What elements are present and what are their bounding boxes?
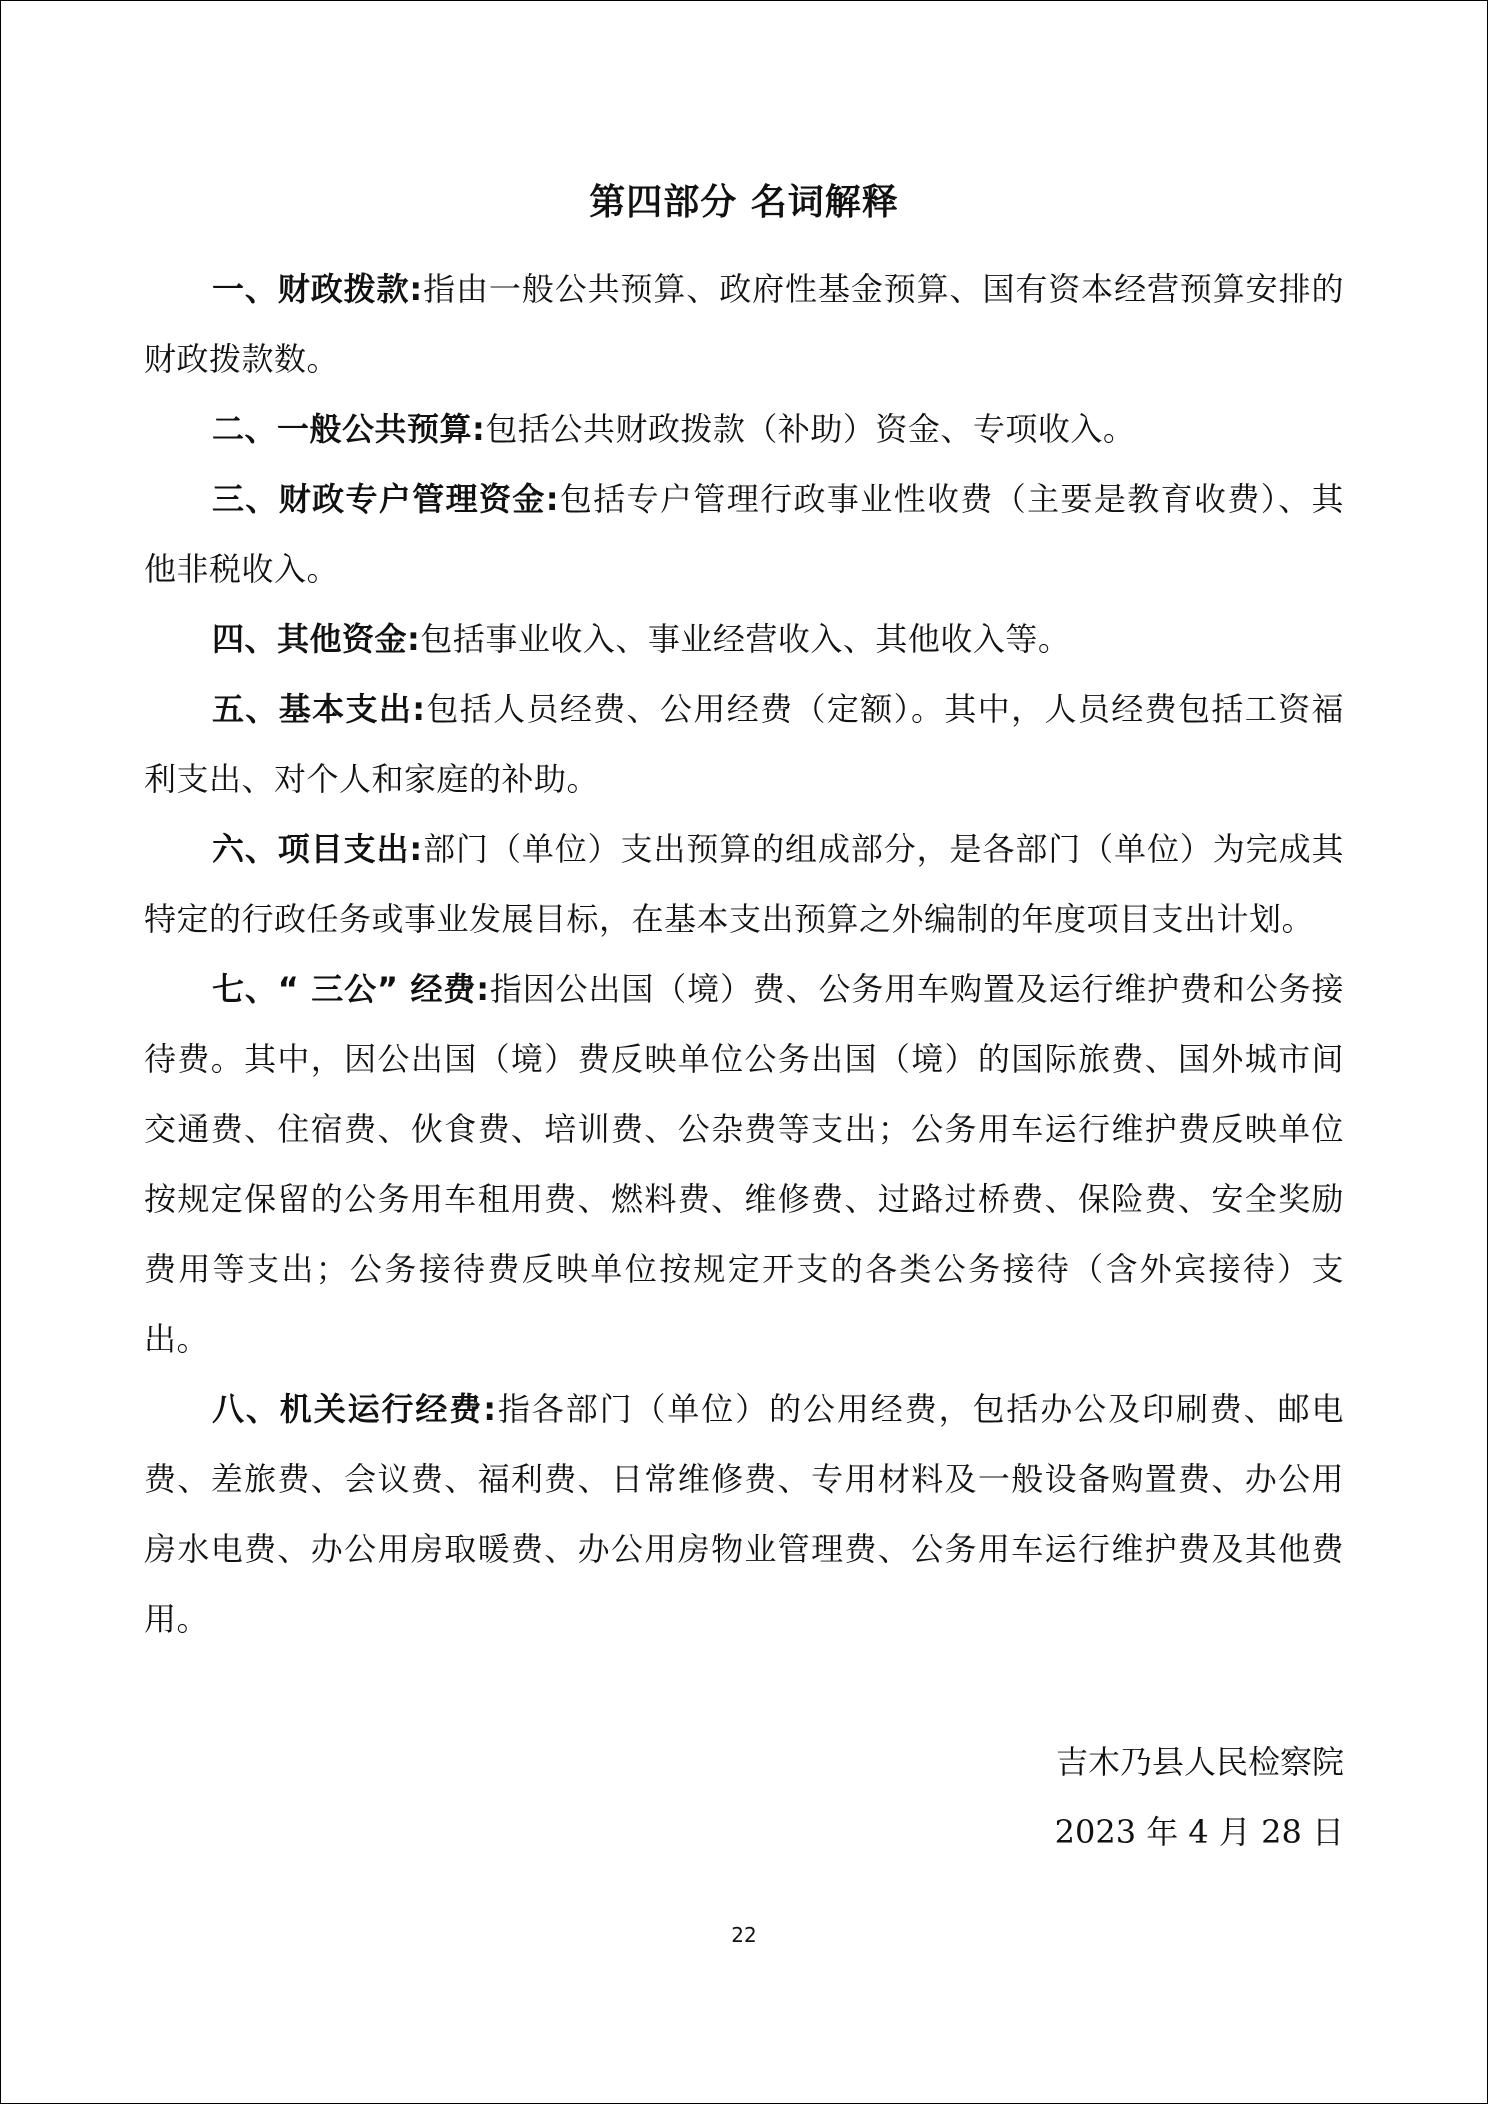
term-label: 六、项目支出: [212,830,423,868]
term-label: 三、财政专户管理资金: [212,480,560,518]
term-definition: 指因公出国（境）费、公务用车购置及运行维护费和公务接待费。其中，因公出国（境）费反映单位公务出国（境）的国际旅费、国外城市间交通费、住宿费、伙食费、培训费、公杂费等支出；公务用车运行维护费反映单位按规定保留的公务用车租用费、燃料费、维修费、过路过桥费、保险费、安全奖励费用等支出；公务接待费反映单位按规定开支的各类公务接待（含外宾接待）支出。 [144,970,1344,1358]
term-definition: 指由一般公共预算、政府性基金预算、国有资本经营预算安排的财政拨款数。 [144,270,1344,378]
page-title: 第四部分 名词解释 [589,182,899,223]
entry-agency-operating-expenses [144,1374,1344,1654]
issuing-organization: 吉木乃县人民检察院 [1055,1743,1344,1781]
term-definition: 部门（单位）支出预算的组成部分，是各部门（单位）为完成其特定的行政任务或事业发展目标，在基本支出预算之外编制的年度项目支出计划。 [144,830,1344,938]
term-label: 二、一般公共预算: [212,410,486,448]
term-label: 八、机关运行经费: [212,1390,497,1428]
document-body [144,178,1344,1654]
entry-three-public-expenses [144,954,1344,1374]
term-definition: 指各部门（单位）的公用经费，包括办公及印刷费、邮电费、差旅费、会议费、福利费、日常维修费、专用材料及一般设备购置费、办公用房水电费、办公用房取暖费、办公用房物业管理费、公务用车运行维护费及其他费用。 [144,1390,1344,1638]
term-label: 一、财政拨款: [212,270,423,308]
entry-other-funds [144,604,1344,674]
term-label: 七、“ 三公” 经费: [212,970,490,1008]
entry-financial-appropriation [144,254,1344,394]
entry-general-public-budget [144,394,1344,464]
term-definition: 包括专户管理行政事业性收费（主要是教育收费）、其他非税收入。 [144,480,1344,588]
page-number: 22 [731,1923,757,1947]
issue-date: 2023 年 4 月 28 日 [1054,1813,1344,1851]
term-label: 四、其他资金: [212,620,421,658]
term-definition: 包括人员经费、公用经费（定额）。其中，人员经费包括工资福利支出、对个人和家庭的补助。 [144,690,1344,798]
entry-project-expenditure [144,814,1344,954]
term-definition: 包括公共财政拨款（补助）资金、专项收入。 [485,410,1136,448]
term-label: 五、基本支出: [212,690,426,728]
entry-special-account-funds [144,464,1344,604]
term-definition: 包括事业收入、事业经营收入、其他收入等。 [420,620,1071,658]
entry-basic-expenditure [144,674,1344,814]
